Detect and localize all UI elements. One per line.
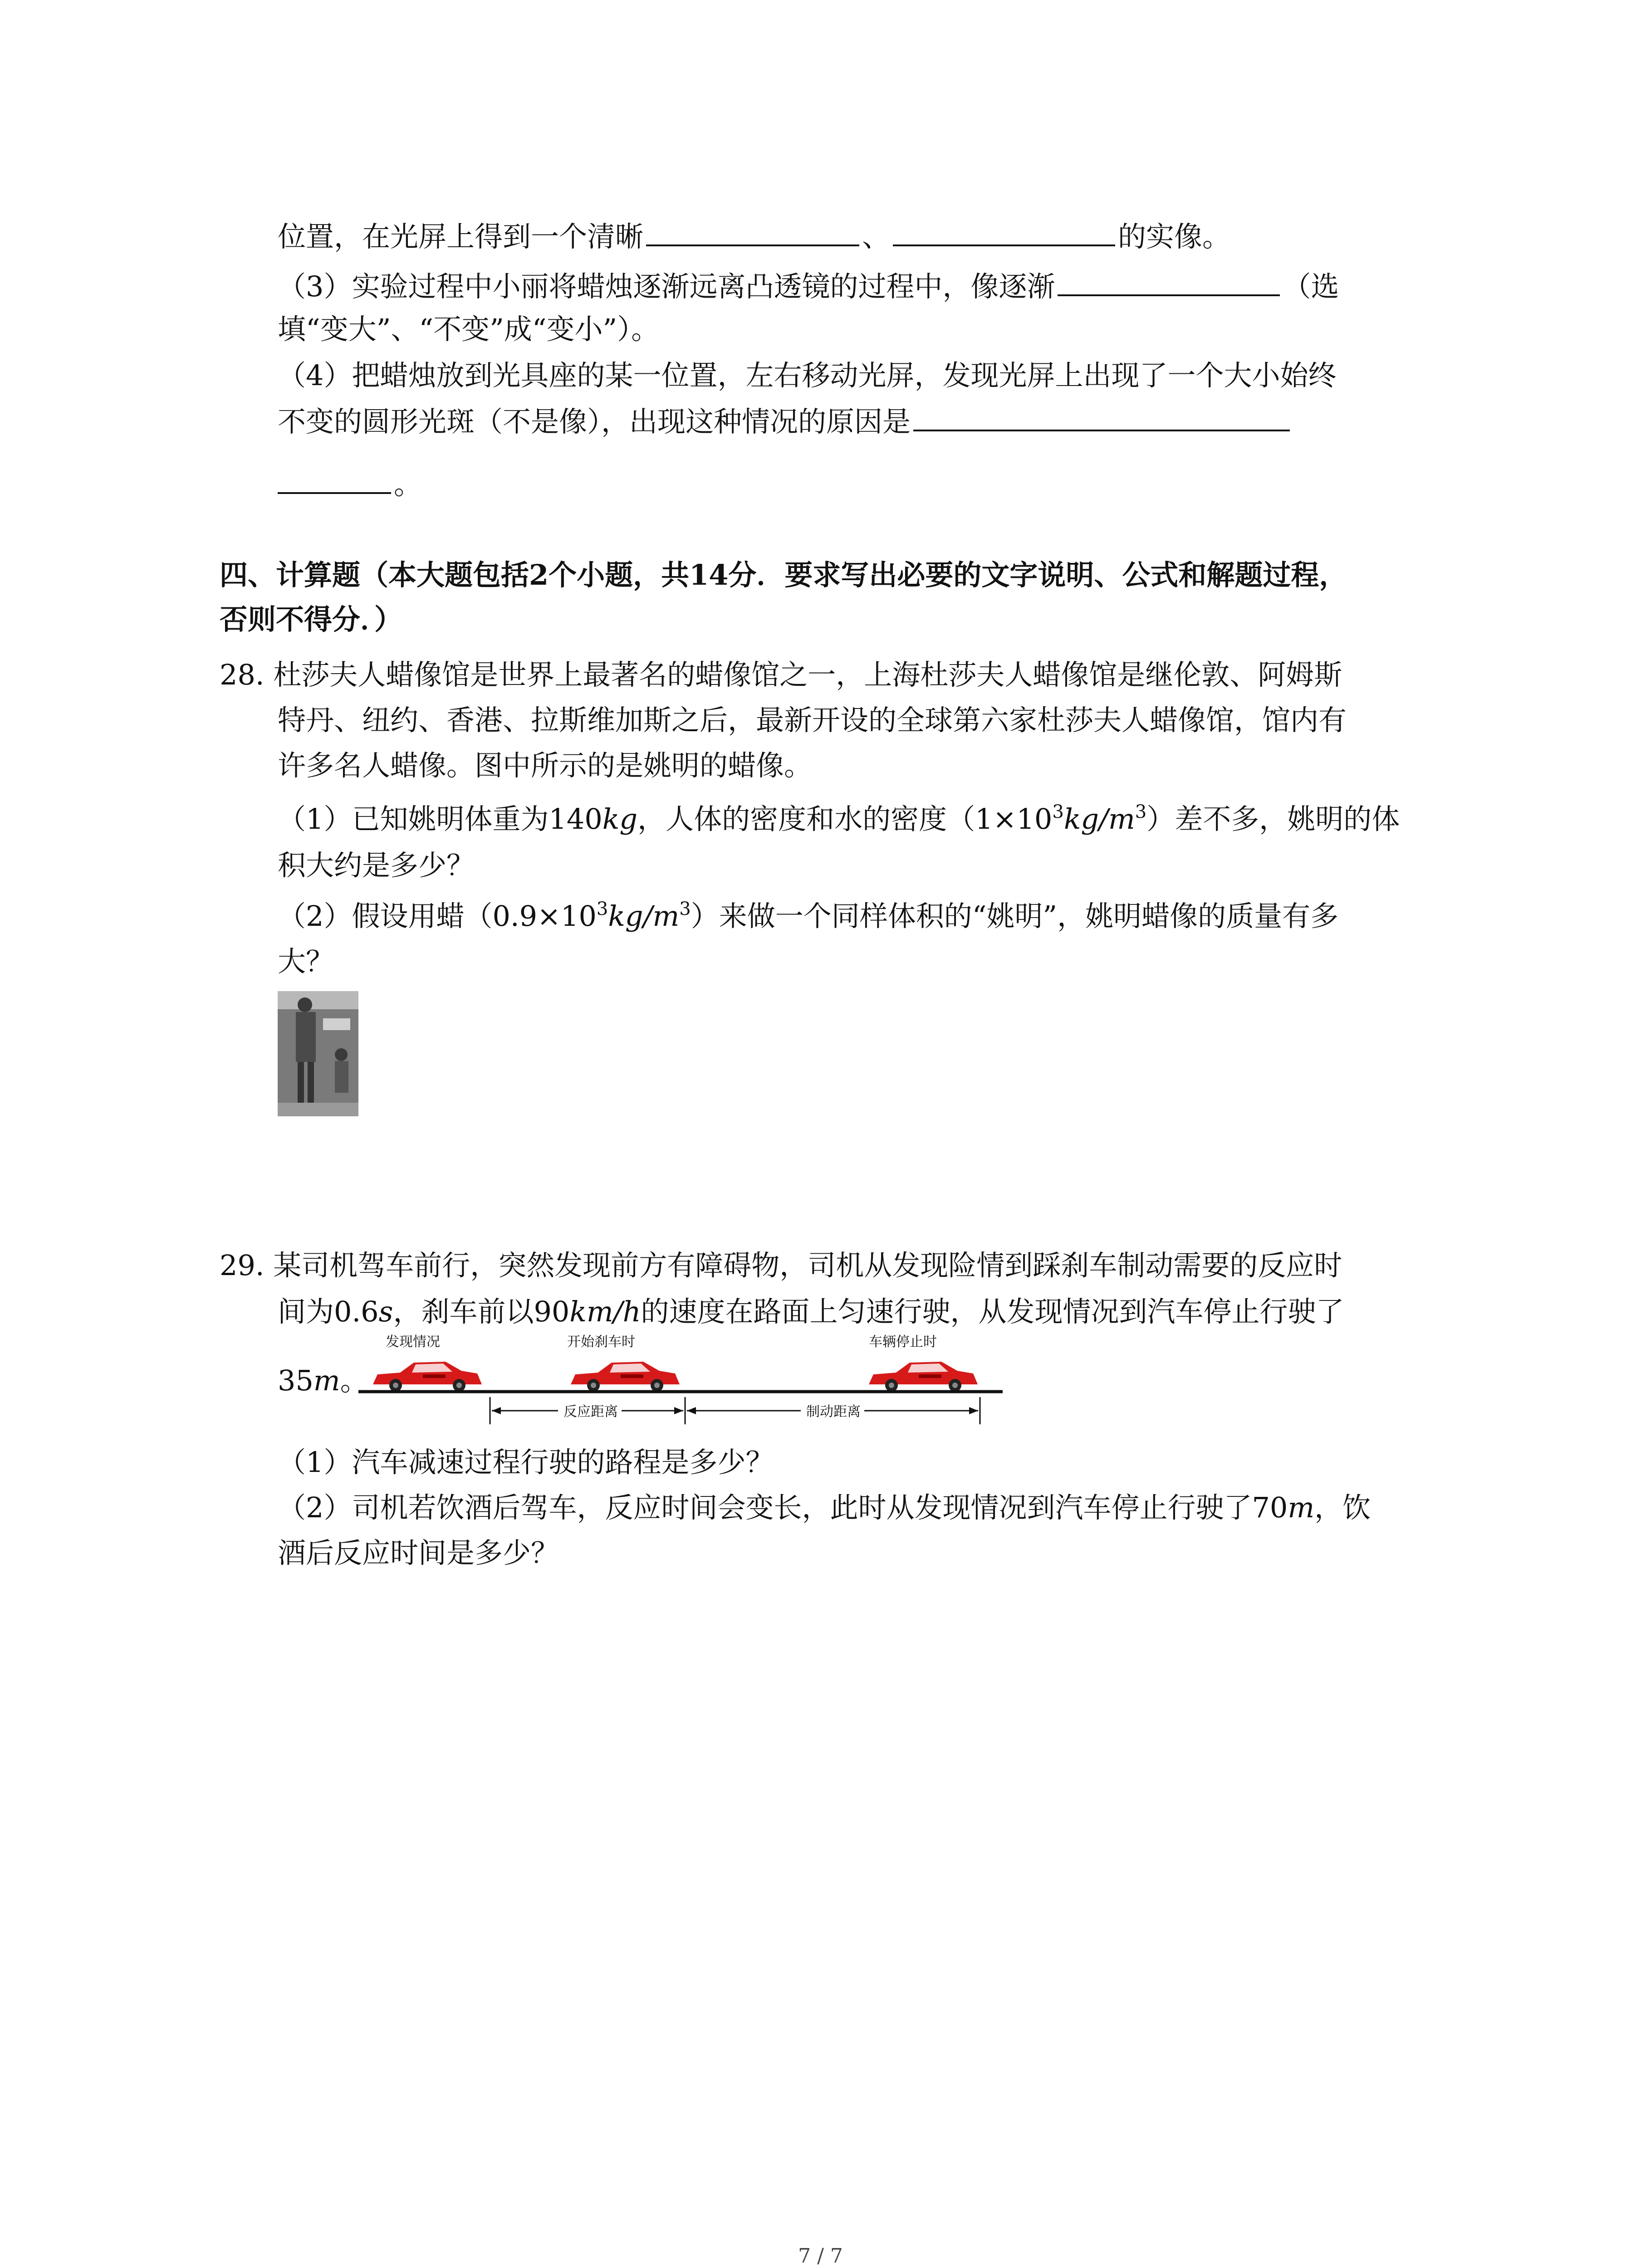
q29-text: 的速度在路面上匀速行驶，从发现情况到汽车停止行驶了	[641, 1295, 1344, 1328]
answer-blank	[893, 219, 1115, 246]
unit: kg	[602, 802, 638, 836]
q29-text: 酒后反应时间是多少？	[278, 1536, 559, 1569]
answer-blank	[1058, 269, 1280, 296]
q29-text: （1）汽车减速过程行驶的路程是多少？	[278, 1446, 774, 1479]
q27-text: （选	[1283, 270, 1339, 303]
q28-line-3	[278, 748, 812, 784]
label-braking-distance: 制动距离	[806, 1404, 861, 1420]
braking-distance-diagram	[358, 1334, 1007, 1438]
q28-text: ，人体的密度和水的密度（1×10	[637, 802, 1053, 836]
unit: kg/m	[608, 899, 680, 933]
q29-line-3	[278, 1363, 368, 1399]
q28-text: 大？	[278, 945, 334, 978]
q27-part4-line-2	[278, 404, 1293, 440]
q28-line-2	[278, 702, 1347, 738]
q27-part4-line-1	[278, 357, 1336, 394]
exponent: 3	[1052, 802, 1064, 822]
q29-sub1	[278, 1444, 774, 1481]
q28-sub2-line-1	[278, 898, 1338, 934]
car-icon-discover	[373, 1362, 482, 1392]
q27-text: （4）把蜡烛放到光具座的某一位置，左右移动光屏，发现光屏上出现了一个大小始终	[278, 359, 1337, 392]
answer-blank	[278, 467, 391, 494]
q29-sub2-line-2	[278, 1535, 559, 1571]
q27-text: 位置，在光屏上得到一个清晰	[278, 220, 644, 253]
exponent: 3	[679, 899, 691, 919]
section-heading-text: 四、计算题（本大题包括2个小题，共14分．要求写出必要的文字说明、公式和解题过程，	[220, 558, 1347, 591]
q28-sub1-line-2	[278, 847, 475, 884]
unit: kg/m	[1063, 802, 1135, 836]
q28-text: 特丹、纽约、香港、拉斯维加斯之后，最新开设的全球第六家杜莎夫人蜡像馆，馆内有	[278, 704, 1347, 737]
q28-text: 28. 杜莎夫人蜡像馆是世界上最著名的蜡像馆之一，上海杜莎夫人蜡像馆是继伦敦、阿姆斯	[220, 658, 1342, 691]
q29-sub2-line-1	[278, 1490, 1371, 1526]
q27-text: 。	[394, 468, 422, 501]
q27-text: 、	[862, 220, 891, 253]
section-heading-cont	[220, 601, 402, 638]
label-start-braking: 开始刹车时	[567, 1334, 635, 1350]
photo-silhouette	[278, 991, 358, 1116]
exponent: 3	[596, 899, 608, 919]
q27-part4-line-3	[278, 466, 422, 503]
unit: s	[378, 1295, 393, 1328]
answer-blank	[646, 219, 859, 246]
q27-text: 的实像。	[1118, 220, 1231, 253]
q27-part3-line-2	[278, 311, 659, 347]
page-number: 7 / 7	[798, 2244, 843, 2268]
q28-sub2-line-2	[278, 943, 334, 980]
q28-text: 积大约是多少？	[278, 849, 475, 882]
q29-line-2	[278, 1294, 1344, 1330]
q28-text: ）来做一个同样体积的“姚明”，姚明蜡像的质量有多	[691, 899, 1339, 933]
answer-blank	[913, 404, 1290, 431]
unit: km/h	[569, 1295, 641, 1328]
q27-line-1	[278, 219, 1230, 255]
car-icon-stopped	[869, 1362, 978, 1392]
car-icon-brake-start	[571, 1362, 680, 1392]
q29-text: ，饮	[1314, 1491, 1371, 1524]
label-discover: 发现情况	[386, 1334, 440, 1350]
exponent: 3	[1135, 802, 1147, 822]
label-reaction-distance: 反应距离	[563, 1404, 618, 1420]
q28-sub1-line-1	[278, 801, 1400, 837]
q27-text: （3）实验过程中小丽将蜡烛逐渐远离凸透镜的过程中，像逐渐	[278, 270, 1055, 303]
q27-text: 不变的圆形光斑（不是像），出现这种情况的原因是	[278, 405, 911, 438]
q29-text: 35	[278, 1364, 314, 1397]
q28-text: ）差不多，姚明的体	[1146, 802, 1400, 836]
yao-ming-wax-figure-photo	[278, 991, 358, 1116]
unit: m	[313, 1364, 340, 1397]
q29-text: ，刹车前以90	[393, 1295, 570, 1328]
q28-text: （2）假设用蜡（0.9×10	[278, 899, 597, 933]
q27-text: 填“变大”、“不变”成“变小”）。	[278, 313, 660, 346]
q29-text: 29. 某司机驾车前行，突然发现前方有障碍物，司机从发现险情到踩刹车制动需要的反应时	[220, 1249, 1342, 1282]
section-heading	[220, 557, 1347, 593]
q28-text: 许多名人蜡像。图中所示的是姚明的蜡像。	[278, 749, 813, 782]
q29-line-1	[220, 1247, 1342, 1284]
label-vehicle-stopped: 车辆停止时	[869, 1334, 937, 1350]
q27-part3-line-1	[278, 269, 1339, 305]
unit: m	[1288, 1491, 1315, 1524]
q29-text: （2）司机若饮酒后驾车，反应时间会变长，此时从发现情况到汽车停止行驶了70	[278, 1491, 1288, 1524]
section-heading-text: 否则不得分．）	[220, 603, 403, 636]
q28-text: （1）已知姚明体重为140	[278, 802, 603, 836]
q29-text: 。	[340, 1364, 368, 1397]
q29-text: 间为0.6	[278, 1295, 379, 1328]
q28-line-1	[220, 657, 1342, 693]
